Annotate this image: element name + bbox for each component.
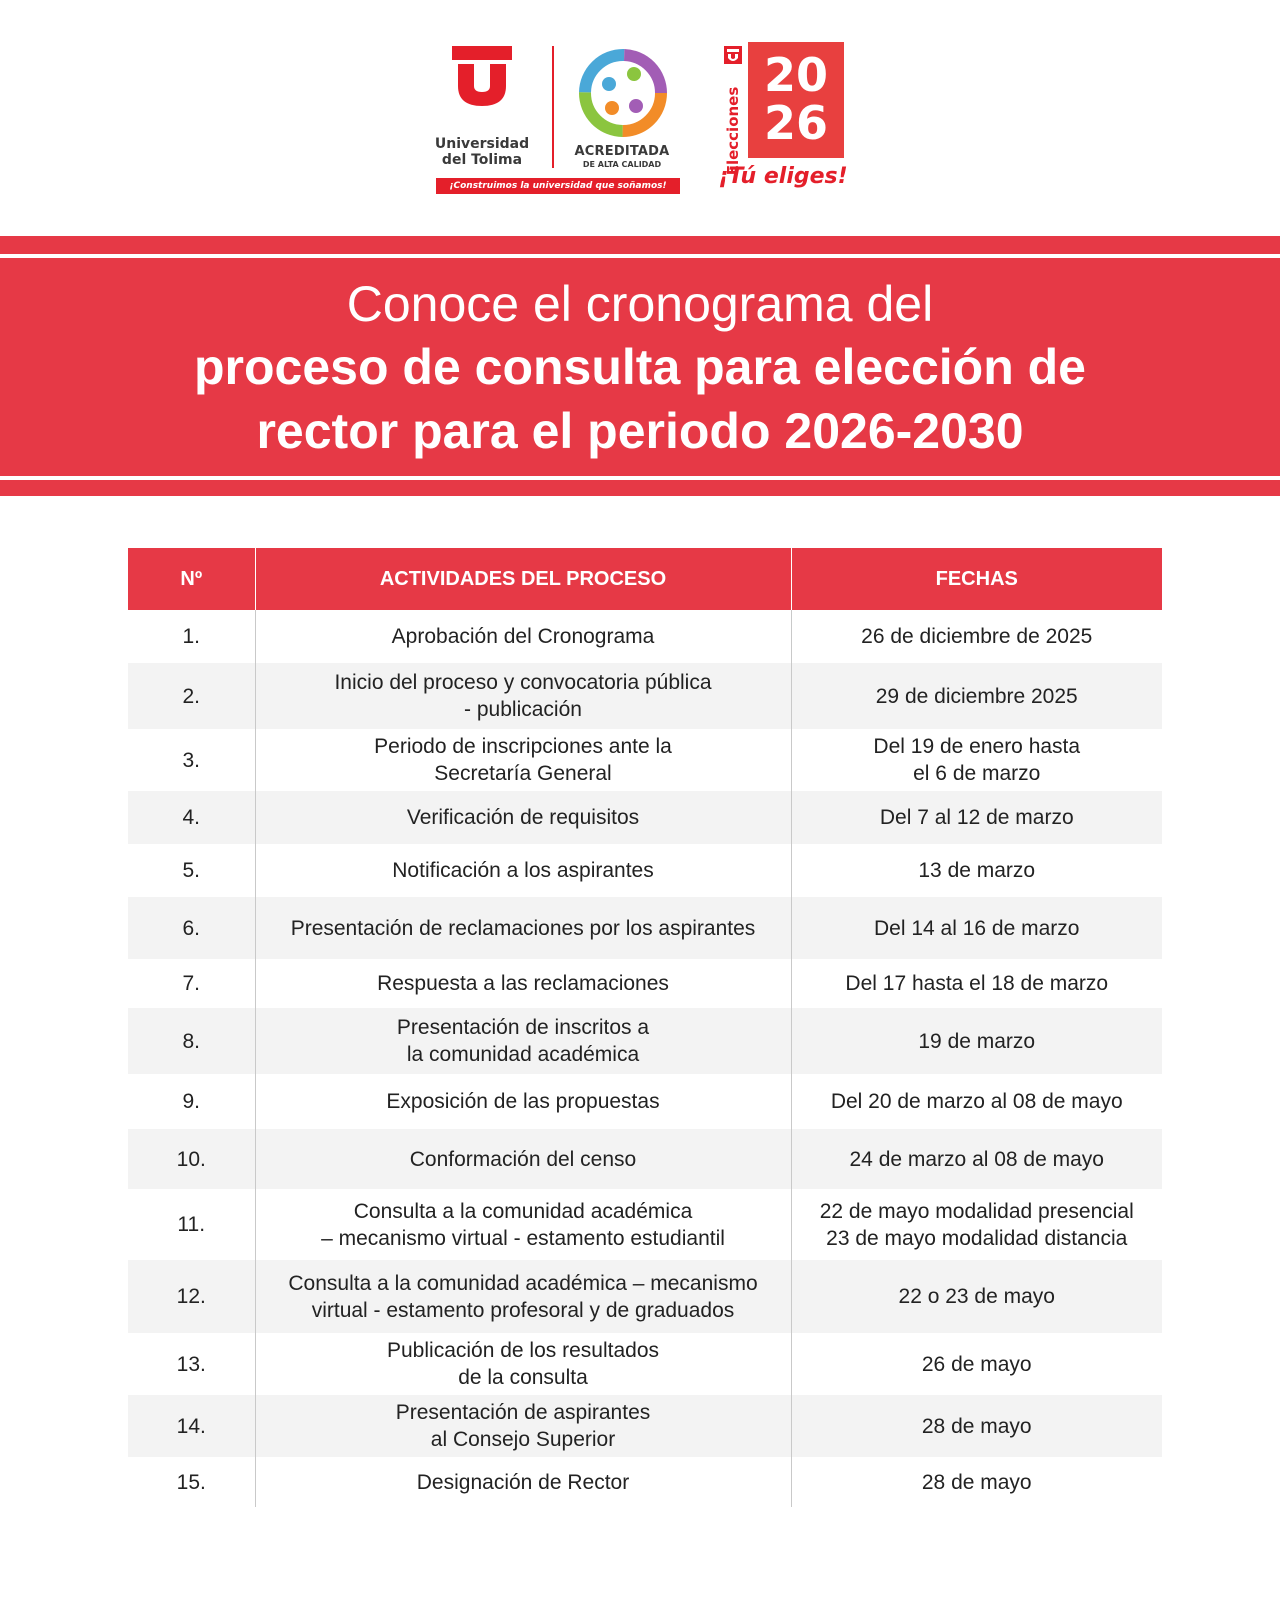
row-activity-text: Notificación a los aspirantes: [392, 859, 654, 882]
ut-small-icon: [724, 46, 742, 64]
banner-stripe-bottom: [0, 480, 1280, 496]
header-dates: FECHAS: [791, 548, 1162, 610]
table-row: [128, 1129, 1162, 1189]
row-date-text: 29 de diciembre 2025: [875, 684, 1078, 708]
row-date-text: Del 14 al 16 de marzo: [874, 916, 1080, 940]
row-date-text: 13 de marzo: [918, 859, 1036, 882]
row-activity-text: Inicio del proceso y convocatoria pública - publicación: [334, 671, 712, 721]
row-activity-text: Consulta a la comunidad académica – mecanismo virtual - estamento estudiantil: [321, 1199, 725, 1250]
row-activity: [255, 791, 791, 844]
row-date-text: Del 7 al 12 de marzo: [879, 806, 1074, 829]
row-number: [128, 610, 255, 663]
ut-name-line1: Universidad: [434, 136, 530, 152]
row-number: [128, 1333, 255, 1395]
row-date-text: 22 o 23 de mayo: [898, 1285, 1055, 1308]
row-number-text: 9.: [182, 1090, 200, 1113]
row-date: [791, 729, 1162, 791]
row-number: [128, 791, 255, 844]
row-activity: [255, 1395, 791, 1457]
row-number: [128, 729, 255, 791]
row-activity: [255, 729, 791, 791]
row-date: [791, 791, 1162, 844]
row-activity: [255, 1074, 791, 1129]
ut-name-line2: del Tolima: [441, 152, 523, 168]
row-number-text: 5.: [182, 859, 200, 882]
header-number: Nº: [128, 548, 255, 610]
row-number-text: 15.: [176, 1470, 206, 1494]
ut-name: [432, 136, 532, 168]
row-activity-text: Verificación de requisitos: [406, 806, 640, 829]
table-row: [128, 729, 1162, 791]
row-activity-text: Respuesta a las reclamaciones: [377, 972, 669, 995]
row-date: [791, 610, 1162, 663]
logo-divider: [552, 46, 554, 168]
slogan-bar: ¡Construimos la universidad que soñamos!: [436, 178, 680, 194]
row-number: [128, 1457, 255, 1507]
row-number-text: 8.: [182, 1029, 200, 1053]
year-top: 20: [763, 48, 828, 102]
row-activity-text: Aprobación del Cronograma: [391, 625, 655, 648]
row-number-text: 7.: [182, 972, 200, 995]
row-date-text: 28 de mayo: [921, 1414, 1032, 1438]
table-row: [128, 610, 1162, 663]
table-row: [128, 1074, 1162, 1129]
row-activity-text: Exposición de las propuestas: [386, 1090, 660, 1113]
row-number: [128, 897, 255, 959]
row-number-text: 2.: [182, 684, 200, 708]
banner-title-line3: rector para el periodo 2026-2030: [256, 403, 1024, 459]
banner-stripe-top: [0, 236, 1280, 254]
banner-title-line2: proceso de consulta para elección de: [194, 339, 1086, 395]
row-activity-text: Presentación de aspirantes al Consejo Superior: [395, 1401, 651, 1451]
row-activity-text: Conformación del censo: [409, 1147, 637, 1171]
row-date-text: 24 de marzo al 08 de mayo: [849, 1147, 1104, 1171]
row-activity-text: Presentación de reclamaciones por los aspirantes: [290, 916, 756, 940]
row-date: [791, 1189, 1162, 1260]
row-date-text: Del 19 de enero hasta el 6 de marzo: [873, 735, 1081, 785]
table-row: [128, 1457, 1162, 1507]
acreditada-title: ACREDITADA: [574, 144, 670, 159]
row-date-text: 28 de mayo: [921, 1470, 1032, 1494]
row-date-text: 26 de diciembre de 2025: [861, 625, 1093, 648]
row-date-text: 22 de mayo modalidad presencial 23 de mayo modalidad distancia: [819, 1199, 1134, 1250]
row-number-text: 3.: [182, 748, 200, 772]
row-date: [791, 897, 1162, 959]
row-date: [791, 1260, 1162, 1333]
row-number: [128, 1008, 255, 1074]
row-activity: [255, 844, 791, 897]
row-number-text: 10.: [176, 1147, 206, 1171]
row-date: [791, 959, 1162, 1008]
elecciones-label: Elecciones: [724, 86, 742, 176]
row-date: [791, 663, 1162, 729]
row-activity: [255, 610, 791, 663]
elecciones-2026-logo: [718, 42, 848, 202]
table-row: [128, 959, 1162, 1008]
row-number-text: 11.: [177, 1213, 206, 1236]
table-row: [128, 897, 1162, 959]
schedule-table: [128, 548, 1162, 1507]
header-logos: [0, 42, 1280, 202]
row-date: [791, 1333, 1162, 1395]
row-date: [791, 1074, 1162, 1129]
row-activity: [255, 1333, 791, 1395]
elecciones-side: [718, 42, 746, 176]
header-activities: ACTIVIDADES DEL PROCESO: [255, 548, 791, 610]
universidad-del-tolima-logo: [432, 42, 680, 202]
row-activity: [255, 959, 791, 1008]
year-bottom: 26: [763, 96, 828, 150]
row-date: [791, 1008, 1162, 1074]
table-row: [128, 791, 1162, 844]
row-activity: [255, 1129, 791, 1189]
row-date: [791, 844, 1162, 897]
row-number: [128, 1189, 255, 1260]
table-row: [128, 1189, 1162, 1260]
row-date-text: 19 de marzo: [918, 1029, 1036, 1053]
table-body: [128, 610, 1162, 1507]
row-activity-text: Periodo de inscripciones ante la Secretaría General: [374, 735, 672, 785]
row-activity: [255, 663, 791, 729]
row-activity-text: Presentación de inscritos a la comunidad académica: [396, 1016, 650, 1066]
row-number: [128, 844, 255, 897]
row-number: [128, 959, 255, 1008]
row-number: [128, 1129, 255, 1189]
row-number: [128, 663, 255, 729]
row-date: [791, 1395, 1162, 1457]
row-date: [791, 1129, 1162, 1189]
row-activity: [255, 1008, 791, 1074]
row-number-text: 13.: [176, 1352, 206, 1376]
table-row: [128, 1260, 1162, 1333]
row-activity-text: Consulta a la comunidad académica – mecanismo virtual - estamento profesoral y de graduados: [288, 1271, 758, 1322]
acreditada-subtitle: DE ALTA CALIDAD: [582, 160, 662, 169]
row-number: [128, 1074, 255, 1129]
table-row: [128, 1333, 1162, 1395]
table-header-row: [128, 548, 1162, 610]
row-activity: [255, 1457, 791, 1507]
acreditada-ring-icon: [576, 46, 670, 140]
row-activity-text: Designación de Rector: [416, 1470, 630, 1494]
row-date-text: 26 de mayo: [921, 1352, 1032, 1376]
row-activity-text: Publicación de los resultados de la consulta: [387, 1339, 659, 1389]
row-number: [128, 1260, 255, 1333]
table-row: [128, 844, 1162, 897]
row-number-text: 14.: [176, 1414, 206, 1438]
ut-logo-icon: [452, 46, 512, 106]
table-row: [128, 1395, 1162, 1457]
title-banner: [0, 258, 1280, 476]
row-activity: [255, 897, 791, 959]
row-number: [128, 1395, 255, 1457]
row-number-text: 4.: [182, 806, 200, 829]
row-number-text: 12.: [176, 1285, 206, 1308]
table-row: [128, 663, 1162, 729]
row-number-text: 1.: [182, 625, 200, 648]
row-date-text: Del 17 hasta el 18 de marzo: [845, 972, 1109, 995]
row-activity: [255, 1260, 791, 1333]
row-date-text: Del 20 de marzo al 08 de mayo: [830, 1090, 1123, 1113]
row-date: [791, 1457, 1162, 1507]
tagline: ¡Tú eliges!: [718, 164, 848, 189]
year-box: [748, 42, 844, 158]
row-number-text: 6.: [182, 916, 200, 940]
banner-title-line1: Conoce el cronograma del: [346, 276, 934, 332]
row-activity: [255, 1189, 791, 1260]
table-row: [128, 1008, 1162, 1074]
